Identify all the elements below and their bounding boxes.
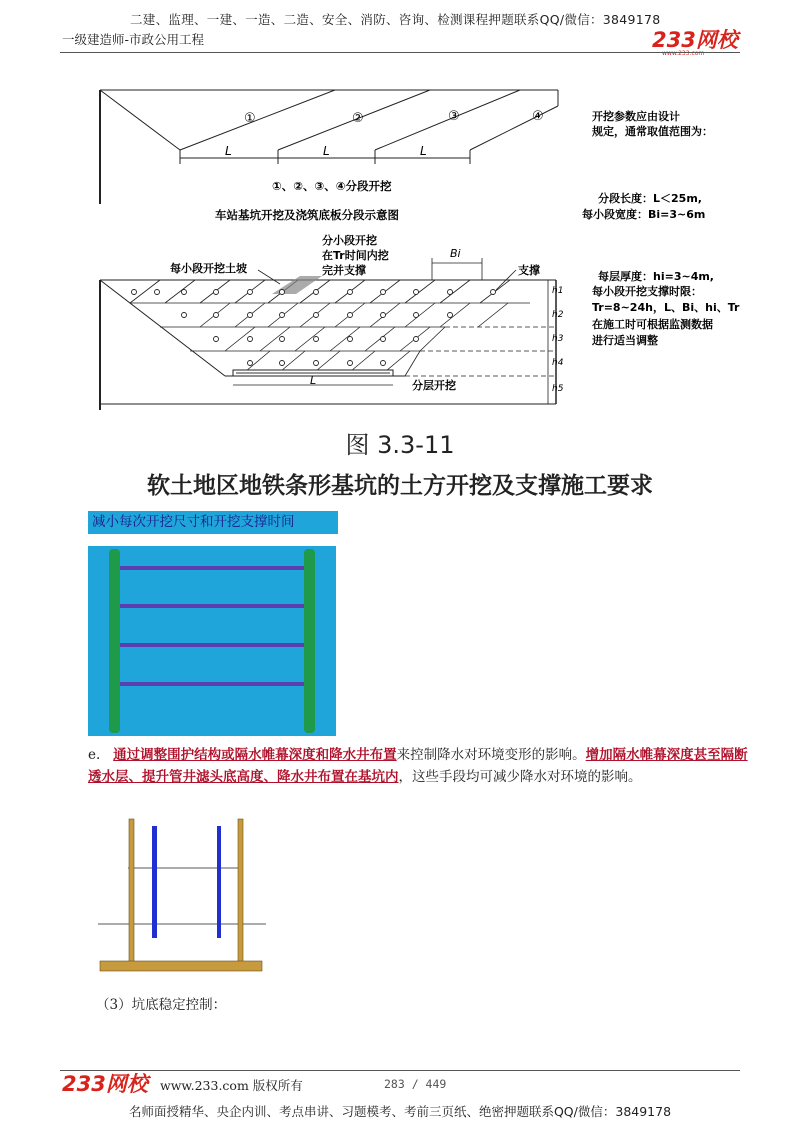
footer-divider xyxy=(60,1070,740,1071)
h-label-4: h4 xyxy=(552,358,564,368)
slab-length-label: L xyxy=(310,374,317,387)
section-label-2: ② xyxy=(352,111,364,126)
header-logo-text: 233网校 xyxy=(652,28,738,52)
length-label-1: L xyxy=(225,144,232,158)
paragraph-e xyxy=(88,744,748,788)
note-support-time: 每小段开挖支撑时限： xyxy=(592,285,702,298)
note-seg-length: 分段长度：L＜25m, xyxy=(598,192,702,205)
segments-caption: ①、②、③、④分段开挖 xyxy=(272,179,392,193)
slope-label: 每小段开挖土坡 xyxy=(170,262,247,275)
note-params-2: 规定，通常取值范围为： xyxy=(592,125,713,138)
pit-struts-illustration xyxy=(88,546,336,736)
figure-caption: 图 3.3-11 xyxy=(345,431,455,459)
footer-logo[interactable]: 233网校 xyxy=(62,1072,148,1096)
h-label-3: h3 xyxy=(552,334,564,344)
h-label-1: h1 xyxy=(552,286,564,296)
section-title: 软土地区地铁条形基坑的土方开挖及支撑施工要求 xyxy=(147,473,653,499)
subdig-label-3: 完并支撑 xyxy=(322,264,366,277)
subdig-label-1: 分小段开挖 xyxy=(322,234,377,247)
support-label: 支撑 xyxy=(518,264,540,277)
length-label-2: L xyxy=(323,144,330,158)
para-link-2[interactable]: 增加隔水帷幕深度甚至隔断透水层、提升管井滤头底高度、降水井布置在基坑内 xyxy=(88,747,748,785)
h-label-5: h5 xyxy=(552,384,564,394)
note-adjust-2: 进行适当调整 xyxy=(592,334,658,347)
section-label-1: ① xyxy=(244,111,256,126)
note-time-range: Tr=8~24h，L、Bi、hi、Tr xyxy=(592,301,740,314)
para-suffix: ，这些手段均可减少降水对环境的影响。 xyxy=(398,769,642,785)
header-courses: 二建、监理、一建、一造、二造、安全、消防、咨询、检测课程押题联系QQ/微信：3849178 xyxy=(130,12,661,27)
note-params-1: 开挖参数应由设计 xyxy=(592,110,680,123)
topic-banner: 减小每次开挖尺寸和开挖支撑时间 xyxy=(88,511,338,534)
para-prefix: e. xyxy=(88,747,101,763)
para-mid: 来控制降水对环境变形的影响。 xyxy=(396,747,586,763)
header-logo-url: www.233.com xyxy=(662,50,705,57)
excavation-diagram xyxy=(0,80,800,420)
header-divider xyxy=(60,52,740,53)
layered-label: 分层开挖 xyxy=(412,379,456,392)
footer-promo: 名师面授精华、央企内训、考点串讲、习题模考、考前三页纸、绝密押题联系QQ/微信：3849178 xyxy=(128,1104,672,1119)
note-sub-width: 每小段宽度：Bi=3~6m xyxy=(582,208,706,221)
section-label-3: ③ xyxy=(448,109,460,124)
header-subtitle: 一级建造师-市政公用工程 xyxy=(62,32,205,47)
h-label-2: h2 xyxy=(552,310,564,320)
note-layer-thick: 每层厚度：hi=3~4m, xyxy=(598,270,714,283)
page-number: 283 / 449 xyxy=(384,1077,447,1091)
subdig-label-2: 在Tr时间内挖 xyxy=(322,249,389,262)
length-label-3: L xyxy=(420,144,427,158)
para-link-1[interactable]: 通过调整围护结构或隔水帷幕深度和降水井布置 xyxy=(113,747,397,763)
diagram-title: 车站基坑开挖及浇筑底板分段示意图 xyxy=(215,208,399,222)
footer-site[interactable]: www.233.com 版权所有 xyxy=(160,1078,303,1093)
note-adjust-1: 在施工时可根据监测数据 xyxy=(592,318,713,331)
sub-heading: （3）坑底稳定控制： xyxy=(96,997,227,1013)
section-label-4: ④ xyxy=(532,109,544,124)
dewatering-illustration xyxy=(98,816,266,976)
bi-label: Bi xyxy=(450,247,461,260)
